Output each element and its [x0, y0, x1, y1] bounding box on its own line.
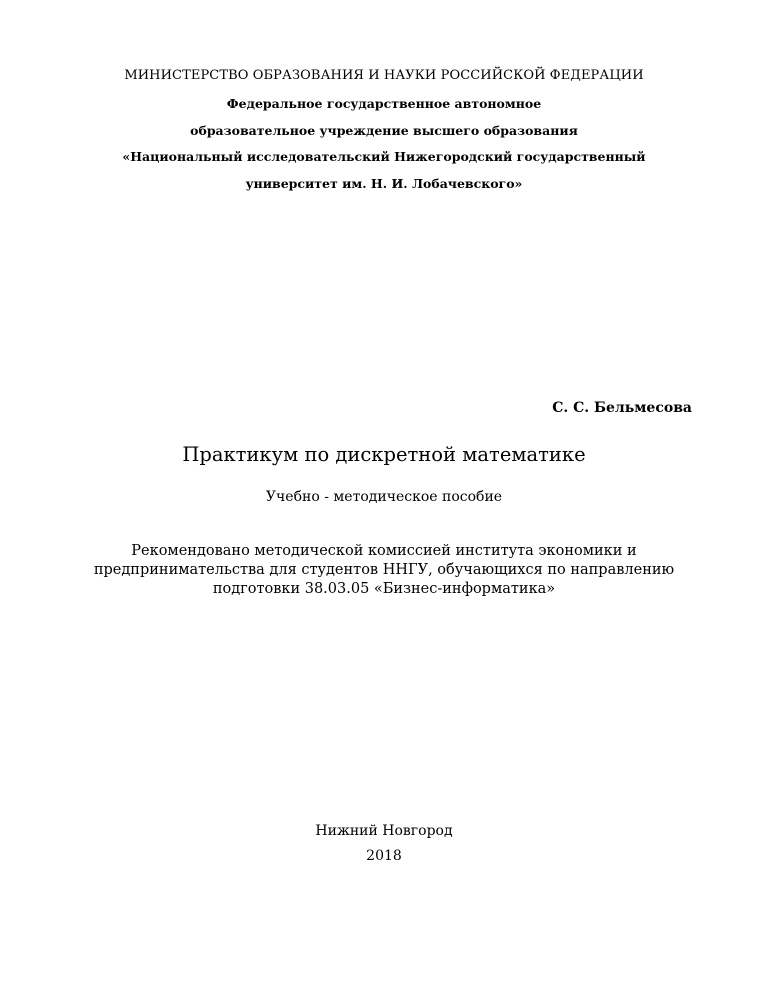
institution-line-2: образовательное учреждение высшего образования — [190, 123, 578, 138]
ministry-heading: МИНИСТЕРСТВО ОБРАЗОВАНИЯ И НАУКИ РОССИЙСКОЙ ФЕДЕРАЦИИ — [124, 68, 644, 83]
recommendation-line-2: предпринимательства для студентов ННГУ, обучающихся по направлению — [93, 562, 675, 578]
institution-line-3: «Национальный исследовательский Нижегородский государственный — [122, 149, 646, 164]
author-name: С. С. Бельмесова — [552, 400, 692, 416]
document-subtitle: Учебно - методическое пособие — [265, 489, 503, 505]
recommendation-line-1: Рекомендовано методической комиссией института экономики и — [131, 543, 637, 559]
document-title: Практикум по дискретной математике — [182, 443, 586, 466]
publication-year: 2018 — [366, 848, 402, 864]
institution-line-4: университет им. Н. И. Лобачевского» — [245, 176, 523, 191]
publication-city: Нижний Новгород — [315, 823, 453, 839]
recommendation-line-3: подготовки 38.03.05 «Бизнес-информатика» — [212, 581, 556, 597]
recommendation-text — [0, 542, 768, 599]
institution-line-1: Федеральное государственное автономное — [226, 96, 542, 111]
